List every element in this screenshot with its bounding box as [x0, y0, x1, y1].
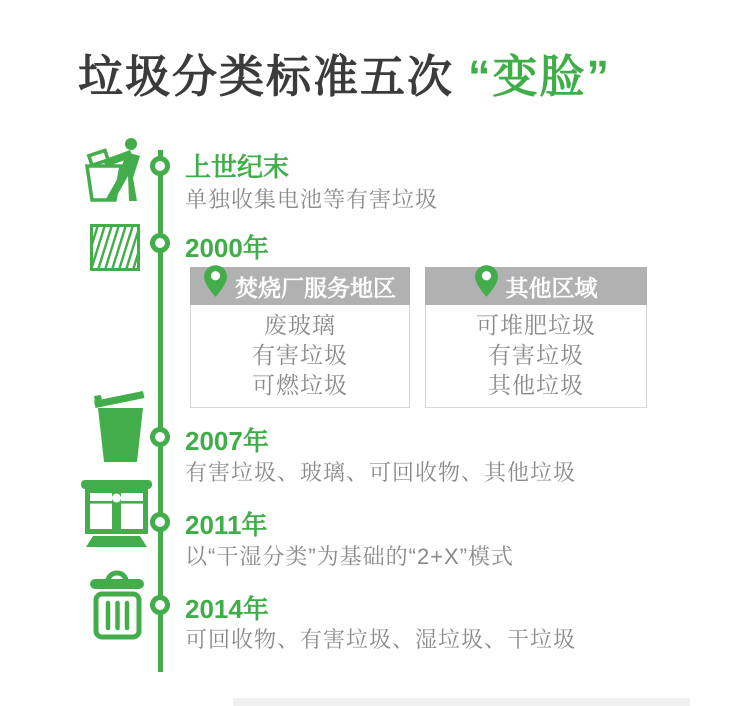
period-label: 2011年 — [185, 510, 268, 540]
timeline-node — [150, 512, 170, 532]
region-box-title: 其他区域 — [505, 274, 598, 301]
timeline-node — [150, 156, 170, 176]
period-label: 2014年 — [185, 594, 269, 624]
timeline-node — [150, 233, 170, 253]
period-description: 以“干湿分类”为基础的“2+X”模式 — [185, 544, 515, 569]
period-description: 单独收集电池等有害垃圾 — [185, 187, 439, 212]
hatched-area-icon — [90, 224, 140, 276]
region-box-other — [425, 267, 647, 408]
timeline-line — [158, 150, 163, 672]
next-section-edge — [233, 698, 690, 706]
timeline-node — [150, 427, 170, 447]
title-highlight: “变脸” — [468, 51, 612, 102]
period-label: 2007年 — [185, 426, 269, 456]
category-item: 有害垃圾 — [252, 342, 348, 368]
region-box-title: 焚烧厂服务地区 — [235, 274, 396, 301]
category-item: 可燃垃圾 — [252, 372, 348, 398]
dual-compartment-bin-icon — [81, 480, 152, 552]
category-item: 可堆肥垃圾 — [476, 312, 596, 338]
region-box-incinerator — [190, 267, 410, 408]
location-pin-icon — [475, 265, 498, 298]
period-label: 2000年 — [185, 233, 269, 263]
period-description: 有害垃圾、玻璃、可回收物、其他垃圾 — [185, 460, 577, 485]
timeline-node — [150, 595, 170, 615]
tidyman-litter-icon — [83, 137, 149, 208]
page-title — [78, 40, 611, 105]
region-box-body — [425, 305, 647, 408]
region-box-header — [425, 267, 647, 305]
region-box-header — [190, 267, 410, 305]
category-item: 废玻璃 — [264, 312, 336, 338]
period-label: 上世纪末 — [185, 152, 290, 182]
open-lid-bin-icon — [92, 387, 149, 468]
location-pin-icon — [204, 265, 227, 298]
lidded-trash-can-icon — [86, 570, 148, 645]
category-item: 有害垃圾 — [488, 342, 584, 368]
title-main: 垃圾分类标准五次 — [78, 51, 455, 102]
region-box-body — [190, 305, 410, 408]
period-description: 可回收物、有害垃圾、湿垃圾、干垃圾 — [185, 627, 577, 652]
category-item: 其他垃圾 — [488, 372, 584, 398]
